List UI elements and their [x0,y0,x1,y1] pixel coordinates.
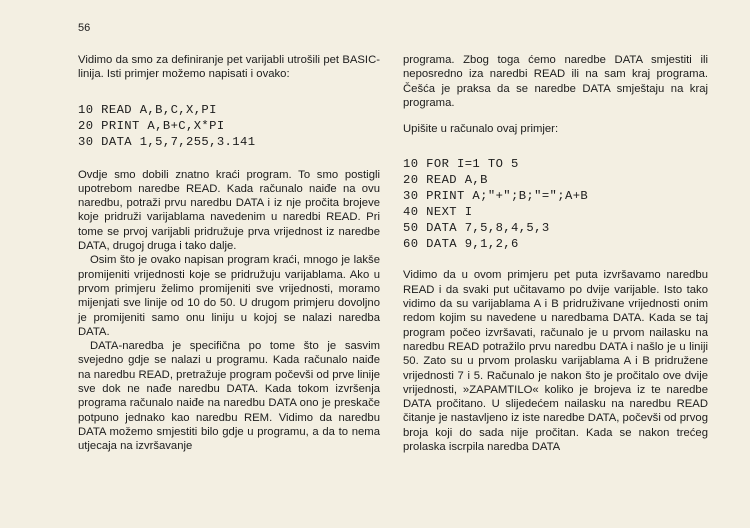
right-paragraph-3: Vidimo da u ovom primjeru pet puta izvršavamo naredbu READ i da svaki put učitavamo po dvije varijable. Isto tako vidimo da su varijablama A i B pridruživane vrijednosti onim redom kojim su navedene u naredbama DATA. Kada se taj program počeo izvršavati, računalo je u prvom nailasku na naredbu READ potražilo prvu naredbu DATA i našlo je u liniji 50. Zato su u prvom prolasku varijablama A i B pridružene vrijednosti 7 i 5. Računalo je nakon što je pročitalo ove dvije vrijednosti, »ZAPAMTILO« koliko je brojeva iz te naredbe DATA pročitano. U slijedećem nailasku na naredbu READ čitanje je nastavljeno iz iste naredbe DATA, počevši od prvog broja koji do sada nije pročitan. Kada se nakon trećeg prolaska iscrpila naredba DATA [403,269,708,454]
code-line: 40 NEXT I [403,205,473,220]
page-number: 56 [78,22,91,34]
code-line: 30 DATA 1,5,7,255,3.141 [78,134,256,149]
code-line: 60 DATA 9,1,2,6 [403,237,519,252]
code-line: 20 PRINT A,B+C,X*PI [78,118,225,133]
code-line: 20 READ A,B [403,173,488,188]
left-intro-paragraph: Vidimo da smo za definiranje pet varijabli utrošili pet BASIC-linija. Isti primjer možemo napisati i ovako: [78,54,380,81]
left-paragraph-2: Osim što je ovako napisan program kraći, mnogo je lakše promijeniti vrijednosti koje se pridružuju varijablama. Ako u prvom primjeru želimo promijeniti sve vrijednosti, moramo mijenjati sve linije od 10 do 50. U drugom primjeru dovoljno je promijeniti samo onu liniju u kojoj se nalazi naredba DATA. [78,254,380,338]
left-paragraph-3: DATA-naredba je specifična po tome što je sasvim svejedno gdje se nalazi u programu. Kada računalo naiđe na naredbu READ, pretražuje program počevši od prve linije sve dok ne nađe naredbu DATA. Kada tokom izvršenja programa računalo naiđe na naredbu DATA ono je preskače potpuno jednako kao naredbu REM. Vidimo da naredbu DATA možemo smjestiti bilo gdje u programu, a da to nema utjecaja na izvršavanje [78,340,380,453]
code-line: 30 PRINT A;"+";B;"=";A+B [403,189,589,204]
left-column [78,53,380,454]
left-paragraph-1: Ovdje smo dobili znatno kraći program. To smo postigli upotrebom naredbe READ. Kada računalo naiđe na ovu naredbu, potraži prvu naredbu DATA i iz nje pročita brojeve koje pridruži varijablama navedenim u naredbi READ. Pri tome se prvoj varijabli pridružuje prva vrijednost iz naredbe DATA, drugoj druga i tako dalje. [78,168,380,253]
code-line: 50 DATA 7,5,8,4,5,3 [403,221,550,236]
right-code-listing [403,156,708,252]
left-code-listing [78,102,380,150]
code-line: 10 READ A,B,C,X,PI [78,102,217,117]
right-paragraph-2: Upišite u računalo ovaj primjer: [403,123,559,136]
code-line: 10 FOR I=1 TO 5 [403,157,519,172]
right-column [403,53,708,454]
right-paragraph-1: programa. Zbog toga ćemo naredbe DATA smjestiti ili neposredno iza naredbi READ ili na sam kraj programa. Češća je praksa da se naredbe DATA smještaju na kraj programa. [403,54,708,109]
